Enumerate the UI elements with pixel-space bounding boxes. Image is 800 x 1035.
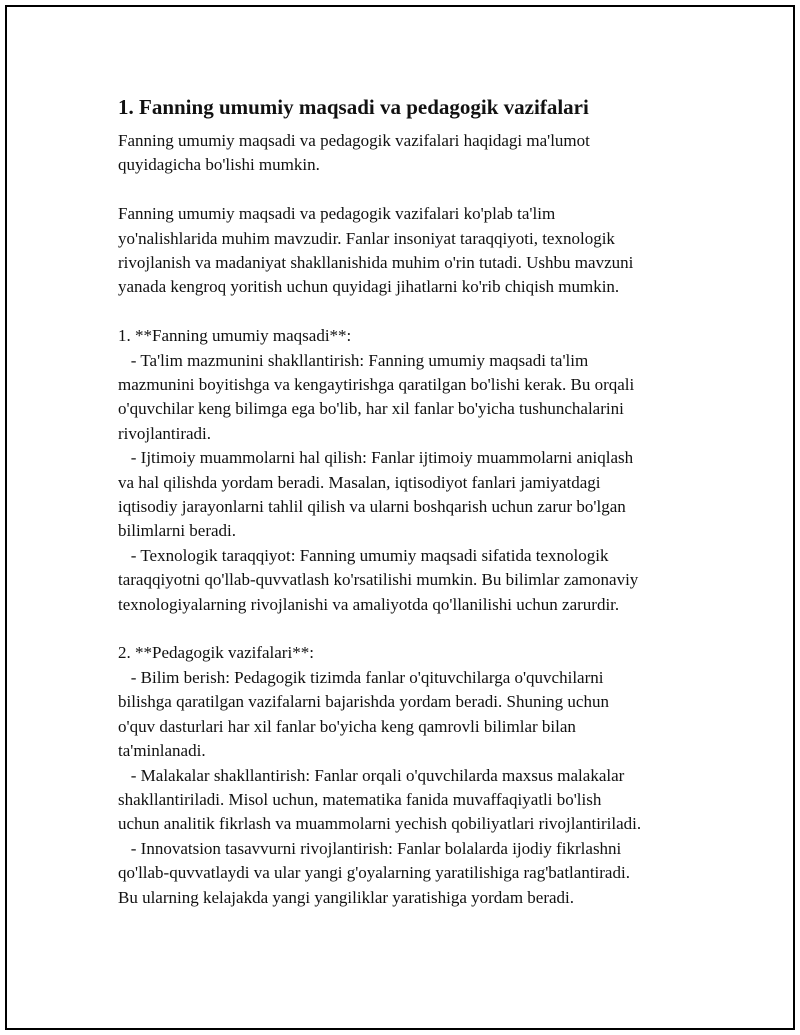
section-heading-goals: 1. **Fanning umumiy maqsadi**:: [118, 326, 352, 346]
document-title: 1. Fanning umumiy maqsadi va pedagogik vazifalari: [118, 95, 589, 119]
section-heading-tasks: 2. **Pedagogik vazifalari**:: [118, 643, 314, 663]
list-item: - Bilim berish: Pedagogik tizimda fanlar o'qituvchilarga o'quvchilarni bilishga qaratilgan vazifalarni bajarishda yordam beradi. Shuning uchun o'quv dasturlari har xil fanlar bo'yicha keng qamrovli bilimlar bilan ta'minlanadi.: [118, 667, 609, 761]
list-item: - Malakalar shakllantirish: Fanlar orqali o'quvchilarda maxsus malakalar shakllantiriladi. Misol uchun, matematika fanida muvaffaqiyatli bo'lish uchun analitik fikrlash va muammolarni yechish qobiliyatlari rivojlantiriladi.: [118, 765, 642, 834]
intro-paragraph: Fanning umumiy maqsadi va pedagogik vazifalari haqidagi ma'lumot quyidagicha bo'lishi mumkin.: [118, 131, 590, 175]
overview-paragraph: Fanning umumiy maqsadi va pedagogik vazifalari ko'plab ta'lim yo'nalishlarida muhim mavzudir. Fanlar insoniyat taraqqiyoti, texnologik rivojlanish va madaniyat shakllanishida muhim o'rin tutadi. Ushbu mavzuni yanada kengroq yoritish uchun quyidagi jihatlarni ko'rib chiqish mumkin.: [118, 204, 634, 297]
paragraph-spacer: [118, 617, 698, 641]
paragraph-spacer: [118, 300, 698, 324]
list-item: - Innovatsion tasavvurni rivojlantirish: Fanlar bolalarda ijodiy fikrlashni qo'llab-quvvatlaydi va ular yangi g'oyalarning yaratilishiga rag'batlantiradi. Bu ularning kelajakda yangi yangiliklar yaratishiga yordam beradi.: [118, 838, 630, 907]
document-body: [118, 92, 698, 910]
list-item: - Texnologik taraqqiyot: Fanning umumiy maqsadi sifatida texnologik taraqqiyotni qo'llab-quvvatlash ko'rsatilishi mumkin. Bu bilimlar zamonaviy texnologiyalarning rivojlanishi va amaliyotda qo'llanilishi uchun zarurdir.: [118, 545, 639, 614]
list-item: - Ijtimoiy muammolarni hal qilish: Fanlar ijtimoiy muammolarni aniqlash va hal qilishda yordam beradi. Masalan, iqtisodiyot fanlari jamiyatdagi iqtisodiy jarayonlarni tahlil qilish va ularni boshqarish uchun zarur bo'lgan bilimlarni beradi.: [118, 448, 634, 541]
list-item: - Ta'lim mazmunini shakllantirish: Fanning umumiy maqsadi ta'lim mazmunini boyitishga va kengaytirishga qaratilgan bo'lishi kerak. Bu orqali o'quvchilar keng bilimga ega bo'lib, har xil fanlar bo'yicha tushunchalarini rivojlantiradi.: [118, 350, 635, 443]
paragraph-spacer: [118, 178, 698, 202]
